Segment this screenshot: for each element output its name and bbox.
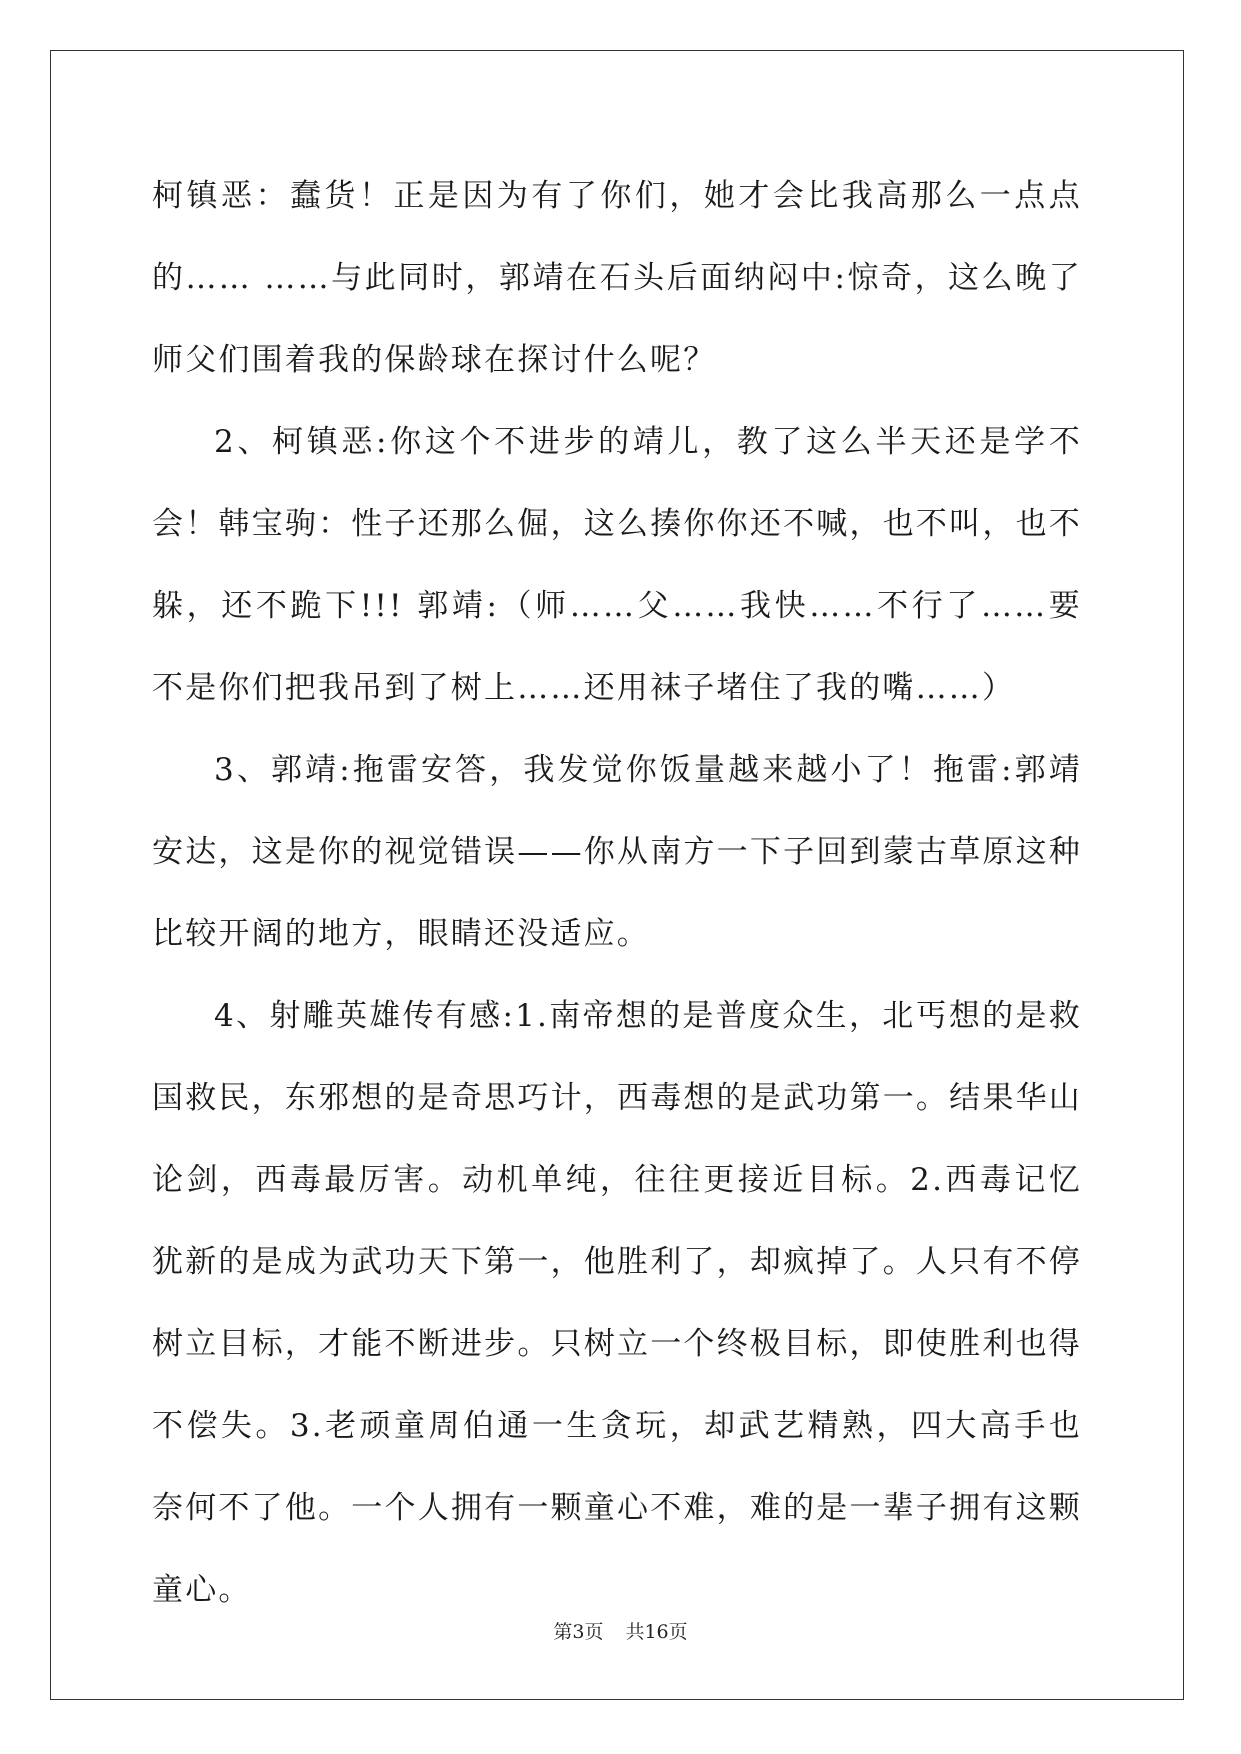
page-total: 共16页 (625, 1621, 688, 1643)
paragraph-3: 3、郭靖:拖雷安答，我发觉你饭量越来越小了！拖雷:郭靖安达，这是你的视觉错误——你从南方一下子回到蒙古草原这种比较开阔的地方，眼睛还没适应。 (152, 752, 1082, 952)
document-body (152, 155, 1082, 1631)
paragraph-1: 柯镇恶：蠢货！正是因为有了你们，她才会比我高那么一点点的…… ……与此同时，郭靖在石头后面纳闷中:惊奇，这么晚了师父们围着我的保龄球在探讨什么呢？ (152, 178, 1082, 378)
page-footer (0, 1617, 1241, 1644)
paragraph-2: 2、柯镇恶:你这个不进步的靖儿，教了这么半天还是学不会！韩宝驹：性子还那么倔，这么揍你你还不喊，也不叫，也不躲，还不跪下!!! 郭靖:（师……父……我快……不行了……要不是你们把我吊到了树上……还用袜子堵住了我的嘴……） (152, 424, 1082, 706)
paragraph-4: 4、射雕英雄传有感:1.南帝想的是普度众生，北丐想的是救国救民，东邪想的是奇思巧计，西毒想的是武功第一。结果华山论剑，西毒最厉害。动机单纯，往往更接近目标。2.西毒记忆犹新的是成为武功天下第一，他胜利了，却疯掉了。人只有不停树立目标，才能不断进步。只树立一个终极目标，即使胜利也得不偿失。3.老顽童周伯通一生贪玩，却武艺精熟，四大高手也奈何不了他。一个人拥有一颗童心不难，难的是一辈子拥有这颗童心。 (152, 998, 1082, 1608)
page-number: 第3页 (553, 1621, 604, 1643)
